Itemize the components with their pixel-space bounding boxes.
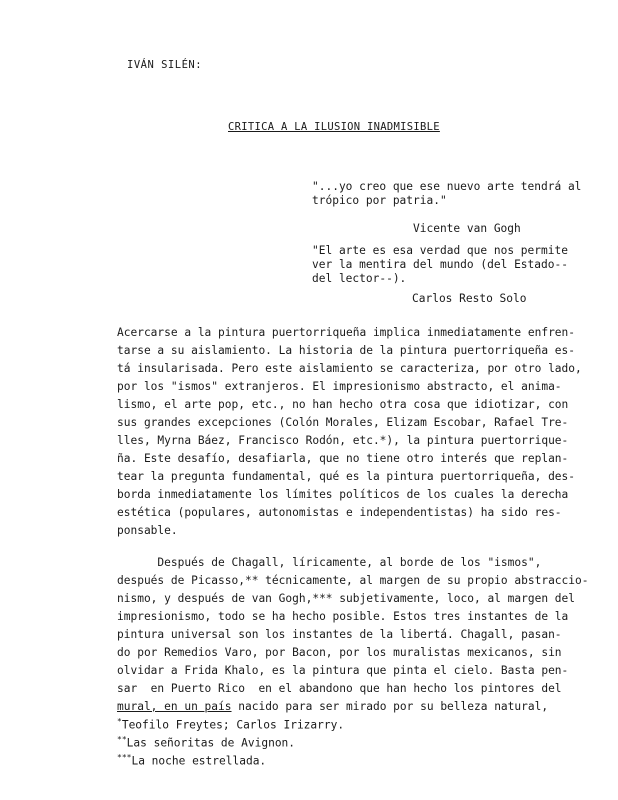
- paragraph-2-line: sar en Puerto Rico en el abandono que han hecho los pintores del: [117, 682, 562, 695]
- paragraph-1-line: borda inmediatamente los límites políticos de los cuales la derecha: [117, 488, 569, 501]
- epigraph-1-line-1: "...yo creo que ese nuevo arte tendrá al: [312, 180, 582, 193]
- epigraph-2-attribution: Carlos Resto Solo: [412, 292, 527, 305]
- footnote-1: [117, 715, 344, 733]
- epigraph-1-line-2: trópico por patria.": [312, 194, 447, 207]
- paragraph-2-line: do por Remedios Varo, por Bacon, por los muralistas mexicanos, sin: [117, 646, 562, 659]
- paragraph-1-line: sus grandes excepciones (Colón Morales, Elizam Escobar, Rafael Tre-: [117, 416, 569, 429]
- paragraph-2-line: olvidar a Frida Khalo, es la pintura que pinta el cielo. Basta pen-: [117, 664, 569, 677]
- paragraph-1-line: ña. Este desafío, desafiarla, que no tiene otro interés que replan-: [117, 452, 569, 465]
- epigraph-2-line-3: del lector--).: [312, 272, 407, 285]
- paragraph-1-line: tear la pregunta fundamental, qué es la pintura puertorriqueña, des-: [117, 470, 576, 483]
- footnote-mark: *: [117, 717, 122, 726]
- footnote-mark: ***: [117, 753, 132, 762]
- paragraph-2-line: después de Picasso,** técnicamente, al margen de su propio abstraccio-: [117, 574, 589, 587]
- footnote-text: Teofilo Freytes; Carlos Irizarry.: [121, 718, 345, 732]
- paragraph-1-line: Acercarse a la pintura puertorriqueña implica inmediatamente enfren-: [117, 326, 576, 339]
- author-name: IVÁN SILÉN:: [127, 59, 203, 71]
- paragraph-2-line: Después de Chagall, líricamente, al borde de los "ismos",: [117, 556, 542, 569]
- paragraph-1-line: por los "ismos" extranjeros. El impresionismo abstracto, el anima-: [117, 380, 562, 393]
- footnote-3: [117, 751, 266, 769]
- article-title: CRITICA A LA ILUSION INADMISIBLE: [228, 121, 440, 133]
- underlined-phrase: mural, en un país: [117, 700, 232, 713]
- paragraph-1-line: ponsable.: [117, 524, 178, 537]
- footnote-text: La noche estrellada.: [131, 754, 267, 768]
- paragraph-1-line: tá insularisada. Pero este aislamiento se caracteriza, por otro lado,: [117, 362, 582, 375]
- paragraph-2-last-line: [117, 700, 548, 714]
- paragraph-1-line: estética (populares, autonomistas e independentistas) ha sido res-: [117, 506, 562, 519]
- paragraph-2-line: pintura universal son los instantes de la libertá. Chagall, pasan-: [117, 628, 562, 641]
- paragraph-2-line: impresionismo, todo se ha hecho posible. Estos tres instantes de la: [117, 610, 569, 623]
- paragraph-1-line: lismo, el arte pop, etc., no han hecho otra cosa que idiotizar, con: [117, 398, 569, 411]
- epigraph-2-line-1: "El arte es esa verdad que nos permite: [312, 244, 568, 257]
- epigraph-1-attribution: Vicente van Gogh: [413, 222, 521, 235]
- last-line-rest: nacido para ser mirado por su belleza natural,: [231, 700, 549, 713]
- footnote-mark: **: [117, 735, 127, 744]
- epigraph-2-line-2: ver la mentira del mundo (del Estado--: [312, 258, 568, 271]
- paragraph-1-line: lles, Myrna Báez, Francisco Rodón, etc.*), la pintura puertorrique-: [117, 434, 569, 447]
- footnote-text: Las señoritas de Avignon.: [126, 736, 296, 750]
- paragraph-2-line: nismo, y después de van Gogh,*** subjetivamente, loco, al margen del: [117, 592, 576, 605]
- footnote-2: [117, 733, 295, 751]
- paragraph-1-line: tarse a su aislamiento. La historia de la pintura puertorriqueña es-: [117, 344, 576, 357]
